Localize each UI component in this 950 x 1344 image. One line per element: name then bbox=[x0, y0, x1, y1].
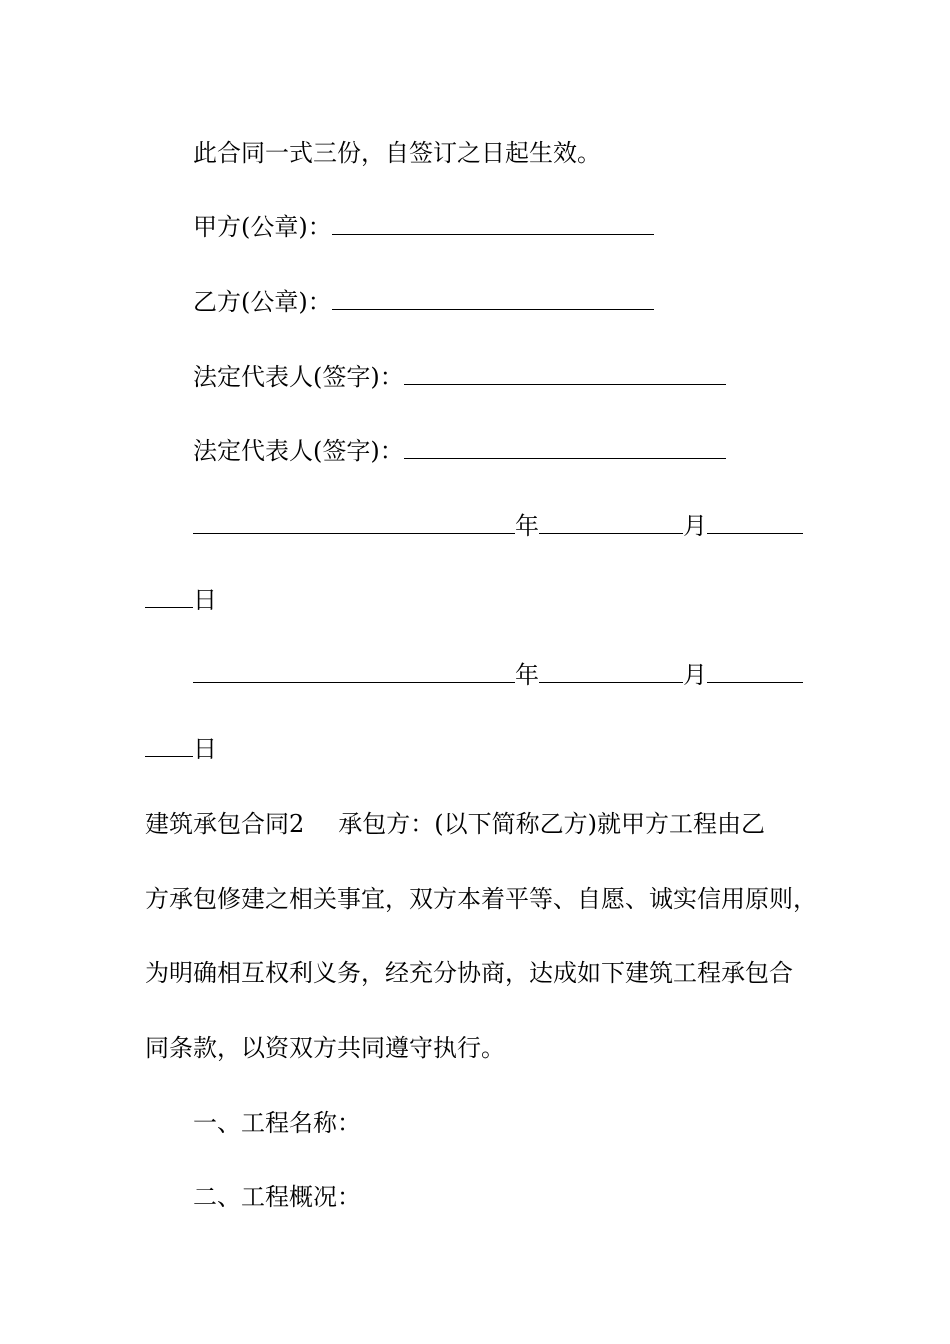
contract2-line-4: 同条款，以资双方共同遵守执行。 bbox=[145, 1034, 505, 1062]
effective-clause bbox=[193, 138, 601, 168]
month-label-1: 月 bbox=[683, 512, 707, 540]
day-blank-1b bbox=[145, 585, 193, 608]
item-project-overview bbox=[193, 1182, 361, 1212]
contract2-paragraph-line-4 bbox=[145, 1033, 505, 1063]
day-blank-2a bbox=[707, 660, 803, 683]
day-label-2: 日 bbox=[193, 735, 217, 763]
legal-rep-blank-1 bbox=[404, 362, 726, 385]
effective-clause-text: 此合同一式三份，自签订之日起生效。 bbox=[193, 139, 601, 167]
date-row-2-cont bbox=[145, 734, 217, 764]
date-row-1 bbox=[193, 511, 803, 541]
party-a-blank bbox=[332, 212, 654, 235]
day-blank-2b bbox=[145, 734, 193, 757]
party-a-label: 甲方(公章)： bbox=[193, 213, 332, 241]
contract2-line-3: 为明确相互权利义务，经充分协商，达成如下建筑工程承包合 bbox=[145, 959, 793, 987]
party-b-blank bbox=[332, 287, 654, 310]
item-2-text: 二、工程概况： bbox=[193, 1183, 361, 1211]
legal-rep-blank-2 bbox=[404, 436, 726, 459]
day-label-1: 日 bbox=[193, 586, 217, 614]
item-project-name bbox=[193, 1108, 361, 1138]
month-blank-1 bbox=[539, 511, 683, 534]
date-row-2 bbox=[193, 660, 803, 690]
month-label-2: 月 bbox=[683, 661, 707, 689]
day-blank-1a bbox=[707, 511, 803, 534]
contract2-paragraph-line-3 bbox=[145, 958, 793, 988]
contract2-line-1: 承包方：(以下简称乙方)就甲方工程由乙 bbox=[338, 810, 766, 838]
year-blank-1 bbox=[193, 511, 515, 534]
legal-rep-label-2: 法定代表人(签字)： bbox=[193, 437, 404, 465]
party-b-label: 乙方(公章)： bbox=[193, 288, 332, 316]
legal-rep-row-2 bbox=[193, 436, 726, 466]
month-blank-2 bbox=[539, 660, 683, 683]
legal-rep-label-1: 法定代表人(签字)： bbox=[193, 363, 404, 391]
year-blank-2 bbox=[193, 660, 515, 683]
year-label-2: 年 bbox=[515, 661, 539, 689]
contract2-paragraph-line-2 bbox=[145, 884, 817, 914]
contract2-paragraph-line-1 bbox=[145, 809, 765, 839]
party-b-seal-row bbox=[193, 287, 654, 317]
year-label-1: 年 bbox=[515, 512, 539, 540]
item-1-text: 一、工程名称： bbox=[193, 1109, 361, 1137]
contract2-title: 建筑承包合同2 bbox=[145, 810, 305, 838]
contract2-line-2: 方承包修建之相关事宜，双方本着平等、自愿、诚实信用原则， bbox=[145, 885, 817, 913]
date-row-1-cont bbox=[145, 585, 217, 615]
party-a-seal-row bbox=[193, 212, 654, 242]
legal-rep-row-1 bbox=[193, 362, 726, 392]
